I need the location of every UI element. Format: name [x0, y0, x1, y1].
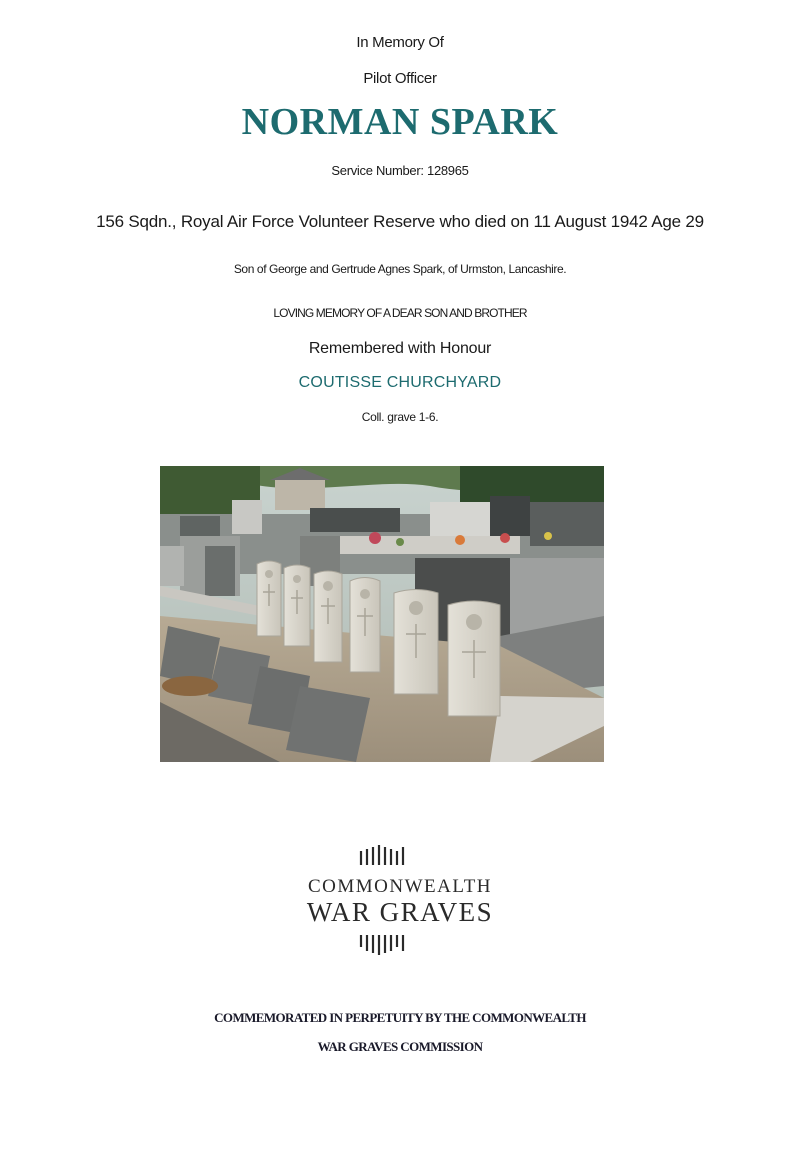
logo-war-graves-text: WAR GRAVES: [306, 897, 494, 927]
service-number: Service Number: 128965: [331, 163, 469, 178]
casualty-name: NORMAN SPARK: [241, 101, 559, 143]
logo-commonwealth-text: COMMONWEALTH: [307, 876, 493, 897]
commemoration-footer-line-1: COMMEMORATED IN PERPETUITY BY THE COMMONWEALTH: [214, 1010, 586, 1025]
cemetery-name: COUTISSE CHURCHYARD: [298, 374, 502, 391]
grave-reference: Coll. grave 1-6.: [361, 410, 439, 424]
family-details: Son of George and Gertrude Agnes Spark, of Urmston, Lancashire.: [233, 262, 567, 276]
logo-bottom-marks-icon: [250, 935, 550, 955]
in-memory-of-heading: In Memory Of: [356, 34, 444, 51]
headstone-inscription: LOVING MEMORY OF A DEAR SON AND BROTHER: [273, 306, 527, 320]
logo-top-marks-icon: [250, 845, 550, 865]
rank-label: Pilot Officer: [363, 70, 437, 87]
commemoration-footer-line-2: WAR GRAVES COMMISSION: [317, 1039, 483, 1054]
unit-and-death-details: 156 Sqdn., Royal Air Force Volunteer Reserve who died on 11 August 1942 Age 29: [96, 212, 704, 231]
cemetery-photo: [160, 466, 604, 762]
remembered-with-honour: Remembered with Honour: [308, 340, 492, 357]
cwgc-logo: [250, 845, 550, 960]
